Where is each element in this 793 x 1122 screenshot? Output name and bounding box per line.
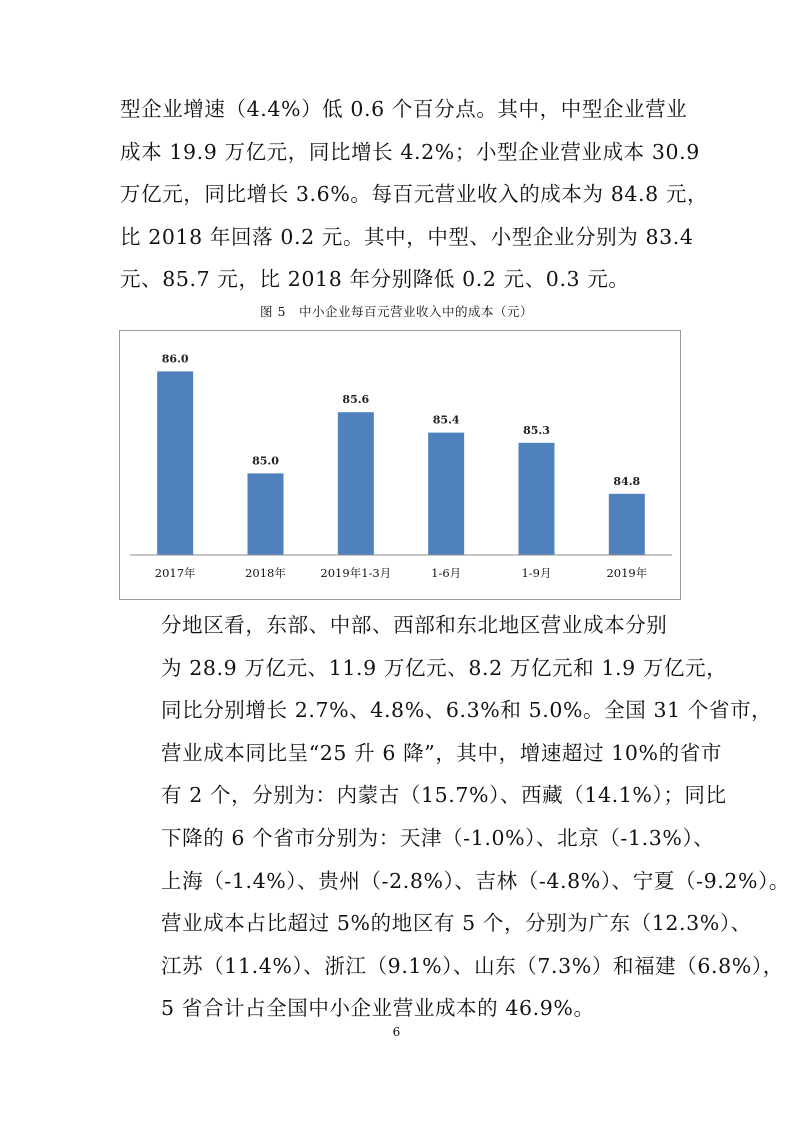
category-label-2: 2019年1-3月	[320, 566, 392, 580]
category-label-5: 2019年	[606, 566, 648, 580]
text-line: 有 2 个，分别为：内蒙古（15.7%）、西藏（14.1%）；同比	[161, 783, 727, 808]
text-line: 营业成本占比超过 5%的地区有 5 个，分别为广东（12.3%）、	[161, 911, 752, 936]
text-line: 分地区看，东部、中部、西部和东北地区营业成本分别	[161, 613, 668, 637]
category-label-4: 1-9月	[521, 566, 552, 580]
bar-3	[428, 433, 464, 555]
data-label-1: 85.0	[252, 454, 279, 468]
data-label-3: 85.4	[432, 413, 460, 427]
category-label-3: 1-6月	[431, 566, 462, 580]
labels-layer	[155, 352, 648, 580]
text-line: 营业成本同比呈“25 升 6 降”，其中，增速超过 10%的省市	[161, 740, 722, 765]
data-label-4: 85.3	[523, 423, 550, 437]
text-line: 比 2018 年回落 0.2 元。其中，中型、小型企业分别为 83.4	[120, 224, 694, 249]
bar-2	[338, 412, 374, 555]
figure-caption: 图 5 中小企业每百元营业收入中的成本（元）	[260, 304, 533, 319]
text-line: 型企业增速（4.4%）低 0.6 个百分点。其中，中型企业营业	[120, 97, 688, 121]
data-label-2: 85.6	[342, 393, 370, 407]
text-line: 元、85.7 元，比 2018 年分别降低 0.2 元、0.3 元。	[120, 267, 630, 292]
bar-0	[157, 371, 193, 555]
bars-layer	[157, 371, 645, 555]
text-line: 成本 19.9 万亿元，同比增长 4.2%；小型企业营业成本 30.9	[120, 139, 700, 164]
paragraph-regional-cost	[120, 604, 791, 1030]
data-label-0: 86.0	[161, 352, 189, 366]
text-line: 同比分别增长 2.7%、4.8%、6.3%和 5.0%。全国 31 个省市，	[161, 698, 773, 723]
text-line: 上海（-1.4%）、贵州（-2.8%）、吉林（-4.8%）、宁夏（-9.2%）。	[161, 868, 791, 893]
chart-svg	[120, 331, 682, 601]
bar-4	[519, 443, 555, 555]
bar-1	[248, 473, 284, 555]
paragraph-cost-overview	[120, 88, 709, 301]
text-line: 江苏（11.4%）、浙江（9.1%）、山东（7.3%）和福建（6.8%），	[161, 953, 784, 978]
page-number: 6	[392, 1025, 401, 1039]
category-label-0: 2017年	[154, 566, 196, 580]
bar-chart	[119, 330, 681, 600]
bar-5	[609, 494, 645, 555]
data-label-5: 84.8	[613, 474, 641, 488]
text-line: 为 28.9 万亿元、11.9 万亿元、8.2 万亿元和 1.9 万亿元，	[161, 655, 728, 680]
text-line: 5 省合计占全国中小企业营业成本的 46.9%。	[161, 996, 595, 1021]
category-label-1: 2018年	[245, 566, 286, 580]
text-line: 万亿元，同比增长 3.6%。每百元营业收入的成本为 84.8 元，	[120, 182, 709, 207]
text-line: 下降的 6 个省市分别为：天津（-1.0%）、北京（-1.3%）、	[161, 825, 715, 850]
